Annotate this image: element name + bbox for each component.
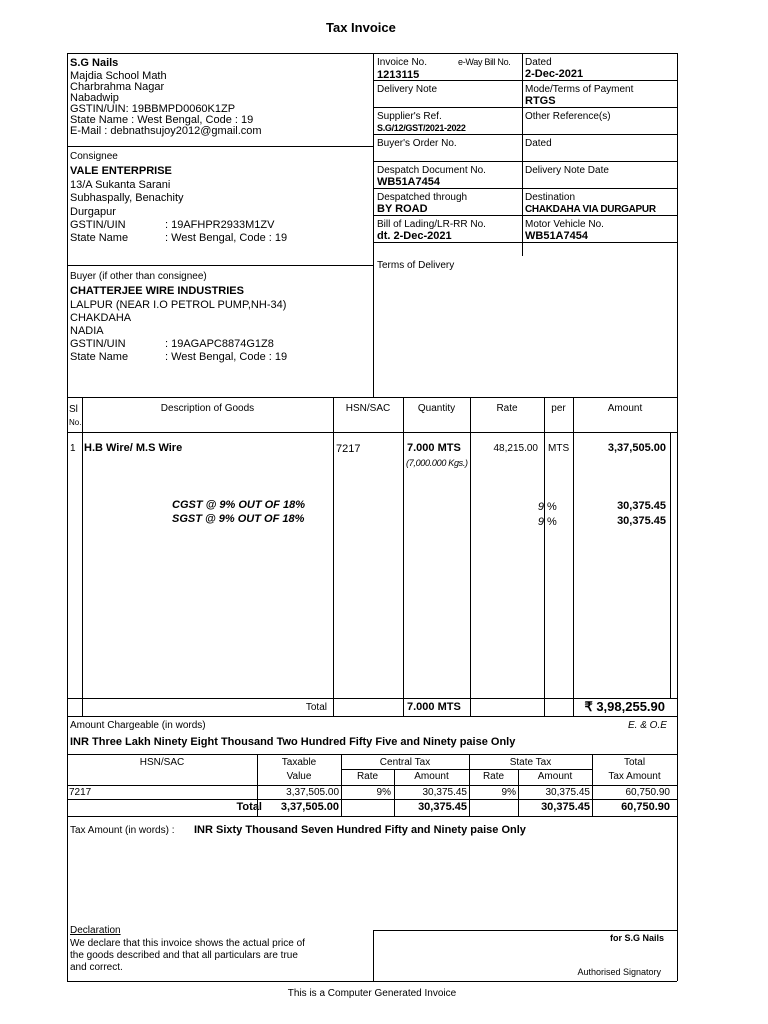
other-ref-label: Other Reference(s) xyxy=(525,111,611,122)
motor-vehicle-label: Motor Vehicle No. xyxy=(525,219,604,230)
sl-header: Sl xyxy=(69,404,78,415)
central-tax-header: Central Tax xyxy=(379,757,431,768)
total-quantity: 7.000 MTS xyxy=(407,701,461,713)
state-tax-header: State Tax xyxy=(509,757,552,768)
buyer-order-label: Buyer's Order No. xyxy=(377,138,457,149)
buyer-gstin: : 19AGAPC8874G1Z8 xyxy=(165,338,274,350)
tax-total-taxable: 3,37,505.00 xyxy=(280,801,339,813)
tax-row-state-rate: 9% xyxy=(501,787,516,798)
item-sl: 1 xyxy=(70,443,76,454)
footer-note: This is a Computer Generated Invoice xyxy=(287,988,457,999)
cgst-label: CGST @ 9% OUT OF 18% xyxy=(172,499,305,511)
mode-label: Mode/Terms of Payment xyxy=(525,84,634,95)
sgst-per: % xyxy=(547,516,557,528)
total-tax-amount-header: Tax Amount xyxy=(608,771,661,782)
tax-row-central-rate: 9% xyxy=(376,787,391,798)
eway-bill-label: e-Way Bill No. xyxy=(458,57,511,67)
item-quantity: 7.000 MTS xyxy=(407,442,461,454)
despatched-through: BY ROAD xyxy=(377,203,428,215)
item-amount: 3,37,505.00 xyxy=(607,442,666,454)
destination: CHAKDAHA VIA DURGAPUR xyxy=(525,204,656,215)
for-company: for S.G Nails xyxy=(609,933,664,943)
invoice-no-label: Invoice No. xyxy=(377,57,428,68)
item-hsn: 7217 xyxy=(336,443,361,455)
sgst-amount: 30,375.45 xyxy=(617,515,666,527)
declaration-line: and correct. xyxy=(70,962,123,973)
tax-hsn-header: HSN/SAC xyxy=(139,757,185,768)
item-quantity-kgs: (7,000.000 Kgs.) xyxy=(406,458,468,468)
tax-row-state-amount: 30,375.45 xyxy=(545,787,590,798)
item-description: H.B Wire/ M.S Wire xyxy=(84,442,183,454)
consignee-gstin-label: GSTIN/UIN xyxy=(70,219,126,231)
page-title: Tax Invoice xyxy=(326,20,396,35)
seller-email: E-Mail : debnathsujoy2012@gmail.com xyxy=(70,125,262,137)
seller-address-line: Majdia School Math xyxy=(70,70,167,82)
buyer-address-line: LALPUR (NEAR I.O PETROL PUMP,NH-34) xyxy=(70,299,287,311)
order-dated-label: Dated xyxy=(525,138,552,149)
tax-total-amount: 60,750.90 xyxy=(621,801,670,813)
consignee-address-line: Subhaspally, Benachity xyxy=(70,192,184,204)
invoice-date: 2-Dec-2021 xyxy=(525,68,584,80)
invoice-no: 1213115 xyxy=(377,69,420,81)
state-amount-header: Amount xyxy=(537,771,573,782)
sgst-rate: 9 xyxy=(537,516,544,528)
consignee-gstin: : 19AFHPR2933M1ZV xyxy=(165,219,275,231)
item-rate: 48,215.00 xyxy=(493,443,538,454)
central-rate-header: Rate xyxy=(356,771,379,782)
declaration-label: Declaration xyxy=(70,925,121,936)
consignee-state-label: State Name xyxy=(70,232,129,244)
declaration-line: the goods described and that all particulars are true xyxy=(70,950,298,961)
despatch-doc: WB51A7454 xyxy=(377,176,440,188)
buyer-state: : West Bengal, Code : 19 xyxy=(165,351,288,363)
delivery-note-label: Delivery Note xyxy=(377,84,438,95)
declaration-line: We declare that this invoice shows the actual price of xyxy=(70,938,305,949)
tax-row-central-amount: 30,375.45 xyxy=(422,787,467,798)
quantity-header: Quantity xyxy=(417,403,456,414)
supplier-ref-label: Supplier's Ref. xyxy=(377,111,442,122)
hsn-header: HSN/SAC xyxy=(345,403,391,414)
consignee-address-line: 13/A Sukanta Sarani xyxy=(70,179,171,191)
despatched-through-label: Despatched through xyxy=(377,192,468,203)
grand-total: ₹ 3,98,255.90 xyxy=(584,699,665,714)
despatch-doc-label: Despatch Document No. xyxy=(377,165,486,176)
per-header: per xyxy=(551,403,566,414)
seller-state: State Name : West Bengal, Code : 19 xyxy=(70,114,254,126)
total-label: Total xyxy=(305,702,327,713)
consignee-state: : West Bengal, Code : 19 xyxy=(165,232,288,244)
seller-gstin: GSTIN/UIN: 19BBMPD0060K1ZP xyxy=(70,103,236,115)
buyer-address-line: NADIA xyxy=(70,325,104,337)
tax-row-hsn: 7217 xyxy=(69,787,92,798)
delivery-note-date-label: Delivery Note Date xyxy=(525,165,609,176)
bill-lading: dt. 2-Dec-2021 xyxy=(377,230,452,242)
tax-words-label: Tax Amount (in words) : xyxy=(70,825,175,836)
item-per: MTS xyxy=(548,443,570,454)
buyer-address-line: CHAKDAHA xyxy=(70,312,132,324)
amount-words-label: Amount Chargeable (in words) xyxy=(70,720,206,731)
tax-total-label: Total xyxy=(236,801,262,813)
buyer-gstin-label: GSTIN/UIN xyxy=(70,338,126,350)
amount-header: Amount xyxy=(607,403,643,414)
taxable-header: Taxable xyxy=(281,757,317,768)
consignee-label: Consignee xyxy=(70,151,118,162)
no-header: No. xyxy=(69,418,82,427)
payment-mode: RTGS xyxy=(525,95,556,107)
seller-name: S.G Nails xyxy=(70,57,119,69)
buyer-label: Buyer (if other than consignee) xyxy=(70,271,207,282)
motor-vehicle: WB51A7454 xyxy=(525,230,588,242)
total-tax-header: Total xyxy=(623,757,646,768)
consignee-address-line: Durgapur xyxy=(70,206,116,218)
dated-label: Dated xyxy=(525,57,552,68)
cgst-amount: 30,375.45 xyxy=(617,500,666,512)
state-rate-header: Rate xyxy=(482,771,505,782)
amount-words: INR Three Lakh Ninety Eight Thousand Two Hundred Fifty Five and Ninety paise Only xyxy=(70,736,516,748)
seller-address-line: Nabadwip xyxy=(70,92,119,104)
sgst-label: SGST @ 9% OUT OF 18% xyxy=(172,513,305,525)
tax-words: INR Sixty Thousand Seven Hundred Fifty and Ninety paise Only xyxy=(194,824,526,836)
buyer-state-label: State Name xyxy=(70,351,129,363)
buyer-name: CHATTERJEE WIRE INDUSTRIES xyxy=(70,285,244,297)
supplier-ref: S.G/12/GST/2021-2022 xyxy=(377,123,466,133)
authorised-signatory: Authorised Signatory xyxy=(577,967,661,977)
eoe-label: E. & O.E xyxy=(628,720,667,731)
rate-header: Rate xyxy=(496,403,518,414)
cgst-per: % xyxy=(547,501,557,513)
cgst-rate: 9 xyxy=(537,501,544,513)
description-header: Description of Goods xyxy=(160,403,255,414)
central-amount-header: Amount xyxy=(414,771,449,782)
consignee-name: VALE ENTERPRISE xyxy=(70,165,172,177)
tax-row-total: 60,750.90 xyxy=(625,787,670,798)
bill-lading-label: Bill of Lading/LR-RR No. xyxy=(377,219,486,230)
tax-total-central: 30,375.45 xyxy=(418,801,467,813)
taxable-header-value: Value xyxy=(286,771,312,782)
tax-total-state: 30,375.45 xyxy=(541,801,590,813)
terms-delivery-label: Terms of Delivery xyxy=(377,260,455,271)
destination-label: Destination xyxy=(525,192,576,203)
tax-row-taxable: 3,37,505.00 xyxy=(286,787,339,798)
seller-address-line: Charbrahma Nagar xyxy=(70,81,165,93)
